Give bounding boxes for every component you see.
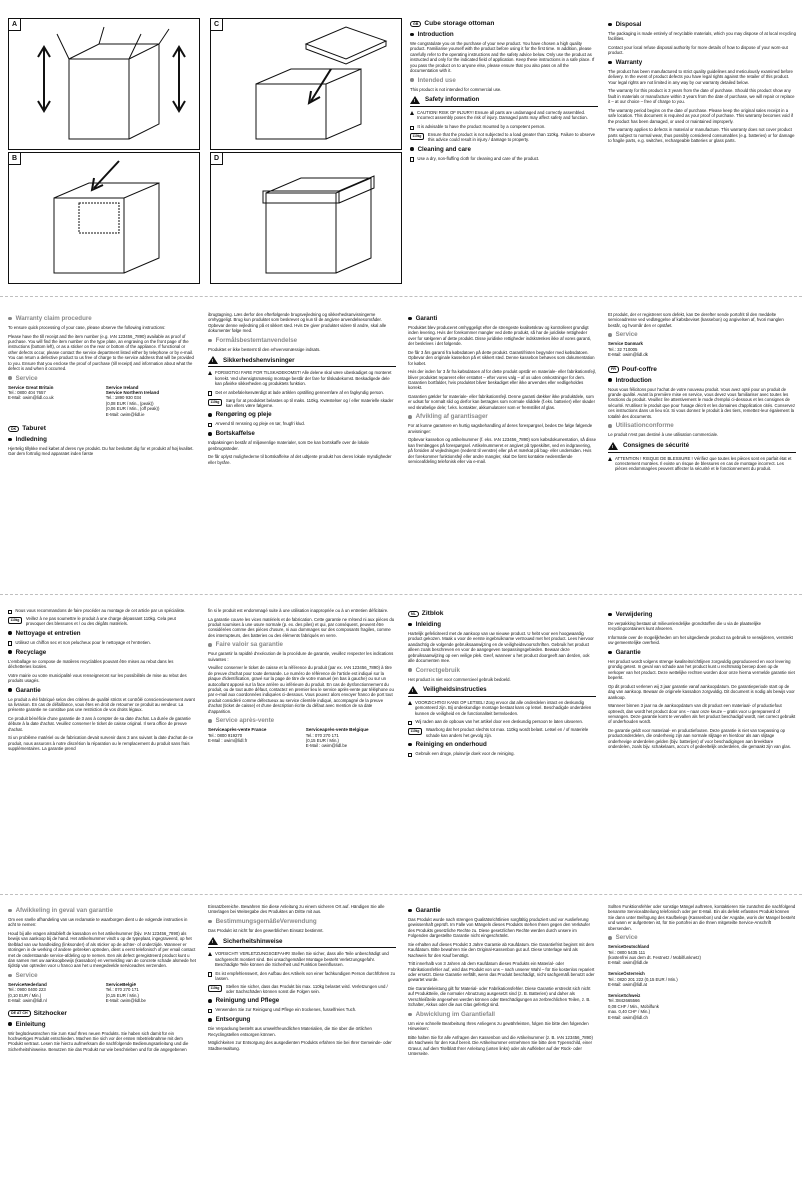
service-name: Serviceaprès-vente France: [208, 727, 267, 733]
product-title: Taburet: [22, 425, 46, 433]
weight-limit-icon: 110kg: [208, 985, 222, 992]
section-heading: Indledning: [8, 436, 196, 443]
weight-limit-icon: 110kg: [8, 617, 22, 624]
checkbox-bullet-icon: [8, 641, 12, 645]
country-flag: NL: [408, 611, 419, 617]
service-name: Serviceaprès-vente Belgique: [305, 727, 369, 733]
nl-warranty-column: [608, 608, 796, 753]
dk-warranty-column: [408, 312, 596, 468]
bullet-dot-icon: [208, 999, 212, 1003]
bullet-dot-icon: [8, 631, 12, 635]
bullet-dot-icon: [408, 909, 412, 913]
warning-triangle-icon: [208, 356, 218, 364]
nl-intro-column: [408, 608, 596, 759]
warning-text: ATTENTION ! RISQUE DE BLESSURE ! Vérifiez que toutes les pièces sont en parfait état et correctement montées. Il existe un risque de blessures en cas de montage incorrect. Les pièces endommagées peuvent affecter la sécurité et le fonctionnement du produit.: [608, 456, 796, 475]
section-heading: Disposal: [608, 21, 796, 28]
paragraph: Houd bij alle vragen alstublieft de kassabon en het artikelnummer (bijv. IAN 123456_7890) als bewijs van aankoop bij de hand. Het artikelnummer vindt u op de typeplaat, ingegraveerd, op het titelblad van uw handleiding (linksonder) of als sticker op de achter- of onderzijde. Wanneer er storingen in de werking of andere gebreken optreden, dient u eerst telefonisch of per email contact met de onderstaande service-afdeling op te nemen. Een als defect geregistreerd product kunt u dan samen met uw aankoopbewijs (kassabon) en vermelding van de concrete schade alsmede het tijdstip van optreden voor u franco aan het u meegedeelde serviceadres verzenden.: [8, 931, 196, 969]
paragraph: Contact your local refuse disposal authority for more details of how to dispose of your worn-out product.: [608, 45, 788, 56]
warning-icon: [408, 701, 412, 705]
bullet-dot-icon: [8, 376, 12, 380]
service-name: ServiceÖsterreich: [608, 971, 645, 977]
country-flag: DE AT CH: [8, 1010, 31, 1016]
list-item: Det er anbefalelsesværdigt at lade artiklen opstilling gennemføre af en fagkyndig person.: [208, 390, 396, 396]
paragraph: Nous vous félicitons pour l'achat de votre nouveau produit. Vous avez opté pour un produit de grande qualité. Avant la première mise en service, vous devez vous familiariser avec toutes les fonctions du produit. Veuillez lire attentivement le mode d'emploi ci-dessous et les consignes de sécurité. N'utilisez le produit que pour l'usage décrit et les domaines d'application cités. Conservez ces instructions dans un lieu sûr. Si vous donnez le produit à des tiers, remettez-leur également la totalité des documents.: [608, 386, 796, 419]
bullet-dot-icon: [208, 643, 212, 647]
bullet-dot-icon: [608, 613, 612, 617]
service-rate: 0,08 CHF / Min., Mobilfunk: [608, 1003, 659, 1009]
paragraph: Einsatzbereiche. Bewahren Sie diese Anleitung zu einem sicheren Ort auf. Händigen Sie alle Unterlagen bei Weitergabe des Produktes an Dritte mit aus.: [208, 904, 385, 915]
safety-heading: ! Sikkerhedshenvisninger: [208, 356, 396, 367]
row-3: [0, 608, 802, 888]
checkbox-bullet-icon: [208, 423, 212, 427]
section-heading: Afvikling af garantisager: [408, 413, 596, 420]
warning-icon: [608, 457, 612, 461]
section-heading: Garantie: [608, 649, 796, 656]
bullet-dot-icon: [408, 1013, 412, 1017]
section-heading: Garantie: [408, 907, 596, 914]
paragraph: Produktet er ikke bestemt til den erhvervsmæssige indsats.: [208, 346, 321, 352]
section-heading: Warranty: [608, 59, 796, 66]
section-heading: Intended use: [410, 77, 598, 84]
paragraph: Wanneer binnen 3 jaar na de aankoopdatum van dit product een materiaal- of productiefout optreedt, dan wordt het product door ons – naar onze keuze – gratis voor u gerepareerd of vervangen. Deze garantie komt te vervallen als het product beschadigd wordt, niet correct gebruikt of onderhouden wordt.: [608, 703, 796, 725]
bullet-dot-icon: [8, 438, 12, 442]
service-phone: Tel.:0842665566: [608, 998, 640, 1004]
list-item: 110kg Sørg for at produktet belastes op til maks. 110kg. Kvæstelser og / eller materielle skader kan ellers være følgerne.: [208, 398, 396, 409]
product-title: Zitblok: [421, 610, 444, 617]
bullet-dot-icon: [608, 23, 612, 27]
bullet-dot-icon: [208, 432, 212, 436]
paragraph: fin si le produit est endommagé suite à une utilisation inappropriée ou à un entretien déficitaire.: [208, 608, 389, 613]
list-item: It is advisable to have the product mounted by a competent person.: [410, 124, 598, 130]
paragraph: We congratulate you on the purchase of your new product. You have chosen a high quality product. Familiarise yourself with the product before using it for the first time. In addition, please carefully refer to the operating instructions and the safety advice below. Only use the product as instructed and only for the indicated field of application. Keep these instructions in a safe place. If you pass the product on to anyone else, please ensure that you also pass on all the documentation with it.: [410, 41, 595, 74]
section-heading: Afwikkeling in geval van garantie: [8, 907, 196, 914]
paragraph: ibrugtagning. Læs derfor den efterfølgende brugsvejledning og sikkerhedsanvisningerne omhyggeligt. Brug kun produktet som beskrevet og kun til de angivne anvendelsesområder. Opbevar denne vejledning på et sikkert sted. Hvis De giver produktet videre til andre, skal alle dokumenter følge med.: [208, 312, 387, 334]
paragraph: De verpakking bestaat uit milieuvriendelijke grondstoffen die u via de plaatselijke recyclingcontainers kunt afvoeren.: [608, 621, 762, 632]
en-warranty-column: [608, 18, 796, 147]
service-name: Service Great Britain: [8, 384, 54, 390]
paragraph: Veuillez conserver le ticket de caisse et la référence du produit (par ex. IAN 123456_7890) à titre de preuve d'achat pour toute demande. Le numéro de référence de l'article est indiqué sur la plaque d'identification, gravé sur la page de titre de votre manuel (en bas à gauche) ou sur un autocollant apposé sur la face arrière ou inférieure du produit. En cas de dysfonctionnement du produit, ou de tout autre défaut, contactez en premier lieu le service après-vente par téléphone ou par e-mail aux coordonnées indiquées ci-dessous. Vous pouvez alors envoyer franco de port tout produit considéré comme défectueux au service clientèle indiqué, accompagné de la preuve d'achat (ticket de caisse) et d'une description écrite du défaut avec mention de sa date d'apparition.: [208, 665, 394, 714]
checkbox-bullet-icon: [8, 610, 12, 614]
bullet-dot-icon: [208, 920, 212, 924]
service-name: ServiceBelgië: [105, 982, 136, 988]
paragraph: Sie erhalten auf dieses Produkt 3 Jahre Garantie ab Kaufdatum. Die Garantiefrist beginnt mit dem Kaufdatum. Bitte bewahren Sie den Original-Kassenbon gut auf. Diese Unterlage wird als Nachweis für den Kauf benötigt.: [408, 941, 595, 958]
paragraph: Möglichkeiten zur Entsorgung des ausgedienten Produkts erfahren Sie bei Ihrer Gemeinde- oder Stadtverwaltung.: [208, 1040, 392, 1051]
service-email: E-Mail : owim@lidl.fr: [208, 738, 248, 744]
service-name: Service Northern Ireland: [105, 390, 160, 396]
figure-a: [8, 18, 200, 150]
figure-label: D: [211, 153, 223, 165]
service-rate: (kostenfrei aus dem dt. Festnetz / Mobilfunknetz): [608, 955, 701, 961]
service-email: E-Mail: owim@lidl.at: [608, 982, 647, 988]
section-heading: Garanti: [408, 315, 596, 322]
paragraph: Die Garantieleistung gilt für Material- oder Fabrikationsfehler. Diese Garantie erstreckt sich nicht auf Produktteile, die normaler Abnutzung ausgesetzt sind (z. B. Batterien) und daher als Verschleißteile angesehen werden können oder Beschädigungen an zerbrechlichen Teilen, z. B. Schalter, Akkus oder die aus Glas gefertigt sind.: [408, 986, 591, 1008]
checkbox-bullet-icon: [408, 721, 412, 725]
service-contacts: [8, 982, 196, 1004]
safety-heading: ! Safety information: [410, 96, 598, 107]
service-contacts: [208, 727, 396, 749]
service-rate: max. 0,40 CHF / Min.): [608, 1009, 651, 1015]
service-email: E-Mail : owim@lidl.be: [305, 743, 348, 749]
paragraph: Votre mairie ou votre municipalité vous renseigneront sur les possibilités de mise au rebut des produits usagés.: [8, 672, 187, 683]
list-item: 110kg Ensure that the product is not subjected to a load greater than 110kg. Failure to observe this advice could result in injury / damage to property.: [410, 132, 598, 143]
section-heading: Introduction: [410, 31, 598, 38]
service-name: Service Ireland: [105, 384, 139, 390]
bullet-dot-icon: [608, 936, 612, 940]
section-heading: Formålsbestemtanvendelse: [208, 337, 396, 344]
service-email: E-Mail: owim@lidl.ie: [105, 411, 145, 417]
service-email: E-Mail: owim@lidl.co.uk: [8, 395, 54, 401]
paragraph: Si un problème matériel ou de fabrication devait survenir dans 3 ans suivant la date d'achat de ce produit, nous assurons à notre discrétion la réparation ou le remplacement du produit sans frais supplémentaires. La garantie prend: [8, 735, 194, 752]
service-phone: Tel.: 1890 930 034: [105, 395, 142, 401]
figure-d-drawing: [211, 153, 401, 283]
list-item: Use a dry, non-fluffing cloth for cleaning and care of the product.: [410, 156, 598, 162]
checkbox-bullet-icon: [410, 157, 414, 161]
warning-icon: [410, 111, 414, 115]
service-email: E-Mail: owim@lidl.ch: [608, 1014, 648, 1020]
bullet-dot-icon: [8, 317, 12, 321]
service-phone: Tel.: 32 710005: [608, 346, 638, 352]
service-phone: Tel.: 070 270 171: [105, 987, 139, 993]
paragraph: Ce produit bénéficie d'une garantie de 3 ans à compter de sa date d'achat. La durée de garantie débute à la date d'achat. Veuillez conserver le ticket de caisse original. Il sera office de preuve d'achat.: [8, 716, 191, 732]
warning-triangle-icon: [608, 442, 618, 450]
paragraph: For at kunne garantere en hurtig sagsbehandling af deres forespørgsel, bedes De følge følgende anvisninger:: [408, 423, 593, 434]
cut-line: [0, 594, 802, 595]
section-heading: Abwicklung im Garantiefall: [408, 1011, 596, 1018]
weight-limit-icon: 110kg: [408, 728, 422, 735]
row-2: [0, 312, 802, 587]
section-heading: Correctgebruik: [408, 667, 596, 674]
bullet-dot-icon: [208, 339, 212, 343]
bullet-dot-icon: [608, 333, 612, 337]
service-rate: (0,10 EUR / Min.): [8, 992, 42, 998]
de-service-column: [608, 904, 796, 1020]
paragraph: Um eine schnelle Bearbeitung Ihres Anliegens zu gewährleisten, folgen Sie bitte den folgenden Hinweisen:: [408, 1020, 589, 1032]
figure-c: [210, 18, 402, 150]
bullet-dot-icon: [408, 623, 412, 627]
paragraph: Om een snelle afhandeling van uw reclamatie te waarborgen dient u de volgende instructies in acht te nemen:: [8, 917, 188, 928]
service-email: E-Mail: owim@lidl.dk: [608, 352, 648, 358]
warning-icon: [208, 371, 212, 375]
safety-heading: ! Consignes de sécurité: [608, 442, 796, 453]
service-phone: Tel.: 0800 919270: [208, 732, 243, 738]
figure-b: [8, 152, 200, 284]
paragraph: Produktet blev produceret omhyggeligt efter de strengeste kvalitetskrav og kontrolleret grundigt inden levering. Hvis der forekommer mangler ved dette produkt, så har de juridiske rettigheder over for sælgeren af dette produkt. Disse juridiske rettigheder indskrænkes ikke af vores garanti, der beskrives i det følgende.: [408, 325, 591, 347]
paragraph: De garantie geldt voor materiaal- en productiefouten. Deze garantie is niet van toepassing op productonderdelen, die onderhevig zijn aan normale slijtage en hierdoor als aan slijtage onderhevige onderdelen gelden (bijv. batterijen) of voor beschadigingen aan breekbare onderdelen, zoals bijv. schakelaars, accu's of gedeeltelijk onderdelen, die gemaakt zijn van glas.: [608, 728, 791, 750]
service-name: Service Danmark: [608, 341, 643, 347]
bullet-dot-icon: [608, 378, 612, 382]
section-heading: Service: [608, 934, 796, 941]
warning-text: VORSICHT! VERLETZUNGSGEFAHR! Stellen Sie sicher, dass alle Teile unbeschädigt und sachgerecht montiert sind. Bei unsachgemäßer Montage besteht Verletzungsgefahr. Beschädigte Teile können die Sicherheit und Funktion beeinflussen.: [208, 951, 396, 970]
service-phone: Tel.: 0820 201 222 (0,15 EUR / Min.): [608, 976, 678, 982]
bullet-dot-icon: [208, 1018, 212, 1022]
paragraph: The warranty for this product is 3 years from the date of purchase. Should this product show any fault in materials or manufacture within 3 years from the date of purchase, we will repair or replace it – at our choice – free of charge to you.: [608, 88, 795, 105]
figure-d: [210, 152, 402, 284]
weight-limit-icon: 110kg: [208, 399, 222, 406]
service-rate: (0,08 EUR / Min., (peak)): [105, 400, 154, 406]
de-safety-column: [208, 904, 396, 1054]
section-heading: Nettoyage et entretien: [8, 630, 196, 637]
list-item: Utilisez un chiffon sec et non pelucheux pour le nettoyage et l'entretien.: [8, 640, 196, 646]
warning-triangle-icon: [208, 937, 218, 945]
paragraph: Op dit product verlenen wij 3 jaar garantie vanaf aankoopdatum. De garantieperiode start op de dag van aankoop. Bewaar de originele kassabon zorgvuldig. Dit document is nodig als bewijs voor aankoop.: [608, 683, 795, 700]
paragraph: This product is not intended for commercial use.: [410, 86, 502, 92]
country-flag: DK: [8, 426, 19, 432]
paragraph: The warranty period begins on the date of purchase. Please keep the original sales receipt in a safe location. This document is required as your proof of purchase. This warranty becomes void if the product has been damaged, or used or maintained improperly.: [608, 107, 793, 124]
service-rate: (0,15 EUR / Min.): [305, 738, 339, 744]
bullet-dot-icon: [8, 650, 12, 654]
country-flag: FR: [608, 366, 619, 372]
list-item: Gebruik een droge, pluisvrije doek voor de reiniging.: [408, 751, 596, 757]
safety-heading: ! Sicherheitshinweise: [208, 937, 396, 948]
warning-text: FORSIGTIG! FARE FOR TILSKADEKOMST! Alle delene skal være ubeskadiget og monteret korrekt. Ved uhensigtsmæssig montage består der fare for tilskadekomst. Beskadigede dele kan påvirke sikkerheden og produktets funktion.: [208, 370, 396, 389]
section-heading: Recyclage: [8, 649, 196, 656]
section-heading: Rengøring og pleje: [208, 411, 396, 418]
section-heading: Introduction: [608, 377, 796, 384]
bullet-dot-icon: [8, 974, 12, 978]
figure-label: A: [9, 19, 21, 31]
section-heading: Faire valoir sa garantie: [208, 641, 396, 648]
list-item: 110kg Veillez à ne pas soumettre le produit à une charge dépassant 110kg. Cela peut provoquer des blessures et / ou des dégâts matériels.: [8, 616, 196, 627]
checkbox-bullet-icon: [410, 126, 414, 130]
service-rate: (0,15 EUR / Min.): [105, 992, 139, 998]
row-4: [0, 904, 802, 1174]
section-heading: Service: [8, 972, 196, 979]
product-title: Pouf-coffre: [621, 365, 657, 373]
paragraph: Hjertelig tillykke med købet af deres nye produkt. Du har besluttet dig for et produkt af høj kvalitet. Gør dem fortrolig med apparatet inden første: [8, 446, 194, 457]
section-heading: BestimmungsgemäßeVerwendung: [208, 918, 396, 925]
bullet-dot-icon: [208, 719, 212, 723]
fr-intro-column: [608, 312, 796, 475]
fr-care-column: [8, 608, 196, 755]
paragraph: Informatie over de mogelijkheden om het uitgediende product na gebruik te verwijderen, verstrekt uw gemeentelijke overheid.: [608, 635, 793, 646]
paragraph: Le produit a été fabriqué selon des critères de qualité stricts et contrôlé consciencieusement avant sa livraison. En cas de défaillance, vous êtes en droit de retourner ce produit au vendeur. La présente garantie ne constitue pas une restriction de vos droits légaux.: [8, 696, 195, 713]
checkbox-bullet-icon: [208, 1009, 212, 1013]
figure-b-drawing: [9, 153, 199, 283]
warning-triangle-icon: [408, 686, 418, 694]
section-heading: Entsorgung: [208, 1016, 396, 1023]
paragraph: Bitte halten Sie für alle Anfragen den Kassenbon und die Artikelnummer (z. B. IAN 123456_7890) als Nachweis für den Kauf bereit. Die Artikelnummer entnehmen Sie bitte dem Typenschild, einer Gravur, auf dem Titelblatt Ihrer Anleitung (unten links) oder als Aufkleber auf der Rück- oder Unterseite.: [408, 1034, 593, 1057]
paragraph: Pour garantir la rapidité d'exécution de la procédure de garantie, veuillez respecter les indications suivantes :: [208, 651, 394, 662]
service-name: ServiceSchweiz: [608, 992, 641, 998]
bullet-dot-icon: [208, 413, 212, 417]
bullet-dot-icon: [410, 33, 414, 37]
paragraph: Et produkt, der er registreret som defekt, kan De derefter sende portofrit til den meddelte serviceadresse ved vedlæggelse af købsbeviset (kassebon) og angivelsen af, hvori manglen består, og hvornår den er opstået.: [608, 312, 784, 328]
checkbox-bullet-icon: [208, 391, 212, 395]
section-heading: Service: [608, 331, 796, 338]
section-heading: Einleitung: [8, 1021, 196, 1028]
bullet-dot-icon: [608, 424, 612, 428]
paragraph: Het product is niet voor commercieel gebruik bedoeld.: [408, 676, 511, 682]
paragraph: De får 3 års garanti fra købsdatoen på dette produkt. Garantifristen begynder med købsdatoen. Opbevar den originale kassebon på et sikkert sted. Denne kassebon behøves som dokumentation for købet.: [408, 349, 595, 366]
paragraph: Le produit n'est pas destiné à une utilisation commerciale.: [608, 432, 719, 438]
section-heading: Reiniging en onderhoud: [408, 741, 596, 748]
country-flag: GB: [410, 21, 421, 27]
bullet-dot-icon: [608, 651, 612, 655]
service-email: E-Mail: owim@lidl.de: [608, 960, 649, 966]
bullet-dot-icon: [8, 909, 12, 913]
de-warranty-column: [408, 904, 596, 1060]
paragraph: La garantie couvre les vices matériels et de fabrication. Cette garantie ne s'étend ni aux pièces du produit soumises à une usure normale (p. ex. des piles) et qui, par conséquent, peuvent être considérées comme des pièces d'usure, ni aux dommages sur des composants fragiles, comme des interrupteurs, des batteries ou des éléments fabriqués en verre.: [208, 616, 395, 638]
paragraph: L'emballage se compose de matières recyclables pouvant être mises au rebut dans les déchetteries locales.: [8, 658, 174, 669]
weight-limit-icon: 110kg: [410, 133, 424, 140]
section-heading: Utilisationconforme: [608, 422, 796, 429]
paragraph: Garantien gælder for materiale- eller fabrikationsfejl. Denne garanti dækker ikke produktdele, som er udsat for normalt slid og derfor kan betragtes som normale sliddele (f.eks. batterier) eller skader ved skrøbelige dele; f.eks. kontakter, akkumulatorer som er fremstillet af glas.: [408, 394, 595, 410]
figure-label: B: [9, 153, 21, 165]
cut-line: [0, 296, 802, 297]
checkbox-bullet-icon: [208, 972, 212, 976]
paragraph: The warranty applies to defects in material or manufacture. This warranty does not cover product parts subject to normal wear, thus possibly considered consumables (e.g. batteries) or for damage to fragile parts, e.g. switches, rechargeable batteries or glass parts.: [608, 127, 795, 144]
cut-line: [0, 894, 802, 895]
figure-c-drawing: [211, 19, 401, 149]
service-email: E-Mail: owim@lidl.nl: [8, 998, 47, 1004]
bullet-dot-icon: [608, 61, 612, 65]
safety-heading: ! Veiligheidsinstructies: [408, 686, 596, 697]
bullet-dot-icon: [408, 743, 412, 747]
bullet-dot-icon: [8, 1022, 12, 1026]
list-item: Anvend til rensning og pleje en tør, fnugfri klud.: [208, 421, 396, 427]
section-heading: Service après-vente: [208, 717, 396, 724]
list-item: 110kg Stellen Sie sicher, dass das Produkt bis max. 110kg belastet wird. Verletzungen und / oder Sachschäden können sonst die Folgen sein.: [208, 984, 396, 995]
bullet-dot-icon: [408, 668, 412, 672]
service-email: E-Mail: owim@lidl.be: [105, 998, 146, 1004]
paragraph: Please have the till receipt and the item number (e.g. IAN 123456_7890) available as proof of purchase. You will find the item number on the type plate, an engraving on the front page of the instructions (bottom left), or as a sticker on the rear or bottom of the appliance. If functional or other defects occur, please contact the service department listed either by telephone or by e-mail. You can return a defective product to us free of charge to the service address that will be provided to you. Ensure that you enclose the proof of purchase (till receipt) and information about what the defect is and when it occurred.: [8, 333, 194, 372]
en-intro-column: [410, 18, 598, 164]
service-name: ServiceDeutschland: [608, 944, 650, 950]
list-item: Nous vous recommandons de faire procéder au montage de cet article par un spécialiste.: [8, 608, 196, 614]
warning-triangle-icon: [410, 96, 420, 104]
paragraph: Die Verpackung besteht aus umweltfreundlichen Materialien, die Sie über die örtlichen Recyclingstellen entsorgen können.: [208, 1026, 372, 1037]
checkbox-bullet-icon: [408, 753, 412, 757]
paragraph: Tritt innerhalb von 3 Jahren ab dem Kaufdatum dieses Produkts ein Material- oder Fabrikationsfehler auf, wird das Produkt von uns – nach unserer Wahl – für Sie kostenlos repariert oder ersetzt. Diese Garantie verfällt, wenn das Produkt beschädigt, nicht sachgemäß benutzt oder gewartet wurde.: [408, 961, 595, 983]
section-heading: Verwijdering: [608, 611, 796, 618]
section-heading: Cleaning and care: [410, 146, 598, 153]
list-item: 110kg Waarborg dat het product slechts tot max. 110kg wordt belast. Letsel en / of materiële schade kan anders het gevolg zijn.: [408, 727, 596, 738]
service-phone: Tel.: 0900 0400 223: [8, 987, 46, 993]
paragraph: Hartelijk gefeliciteerd met de aankoop van uw nieuwe product. U hebt voor een hoogwaardig product gekozen. Maak u voor de eerste ingebruikname vertrouwd met het product. Lees hiervoor aandachtig de volgende gebruiksaanwijzing en de veiligheidsvoorschriften. Gebruik het product alleen zoals beschreven en voor de aangegeven toepassingsgebieden. Bewaar deze gebruiksaanwijzing op een veilige plek. Geef, wanneer u het product doorgeeft aan derden, ook alle documenten mee.: [408, 631, 594, 664]
paragraph: Het product wordt volgens strenge kwaliteitsrichtlijnen zorgvuldig geproduceerd en voor levering grondig getest. In geval van schade aan het product kunt u rechtmatig beroep doen op de verkoper van het product. Deze wettelijke rechten worden door onze hierna vermelde garantie niet beperkt.: [608, 659, 795, 681]
bullet-dot-icon: [408, 415, 412, 419]
warning-text: VOORZICHTIG! KANS OP LETSEL! Zorg ervoor dat alle onderdelen intact en deskundig gemonteerd zijn. Bij ondeskundige montage bestaat kans op letsel. Beschadigde onderdelen kunnen de veiligheid en de functionaliteit beïnvloeden.: [408, 700, 596, 719]
figure-label: C: [211, 19, 223, 31]
bullet-dot-icon: [8, 688, 12, 692]
section-heading: Reinigung und Pflege: [208, 997, 396, 1004]
service-phone: Tel.: 070 270 171: [305, 732, 339, 738]
nl-claim-column: [8, 904, 196, 1055]
paragraph: Hvis der inden for 3 år fra købsdatoen af for dette produkt opstår en materiale- eller fabrikationsfejl, bliver produktet repareret eller erstattet – efter vores valg – af os uden omkostninger for dem. Garantien bortfalder, hvis produktet bliver beskadiget eller ikke anvendes eller vedligeholdes korrekt.: [408, 369, 596, 391]
warning-text: CAUTION! RISK OF INJURY! Ensure all parts are undamaged and correctly assembled. Incorrect assembly poses the risk of injury. Damaged parts may affect safety and function.: [410, 110, 598, 124]
list-item: Wij raden aan de opbouw van het artikel door een deskundig persoon te laten uitvoeren.: [408, 719, 596, 725]
row-1: [0, 0, 802, 288]
en-claim-column: [8, 312, 196, 460]
list-item: Es ist empfehlenswert, den Aufbau des Artikels von einer fachkundigen Person durchführen zu lassen.: [208, 971, 396, 982]
paragraph: Das Produkt wurde nach strengen Qualitätsrichtlinien sorgfältig produziert und vor Auslieferung gewissenhaft geprüft. Im Falle von Mängeln dieses Produkts stehen Ihnen gegen den Verkäufer des Produkts gesetzliche Rechte zu. Diese gesetzlichen Rechte werden durch unsere im Folgenden dargestellte Garantie nicht eingeschränkt.: [408, 917, 591, 939]
paragraph: Wir beglückwünschen Sie zum Kauf Ihres neuen Produkts. Sie haben sich damit für ein hochwertiges Produkt entschieden. Machen Sie sich vor der ersten Inbetriebnahme mit dem Produkt vertraut. Lesen Sie hierzu aufmerksam die nachfolgende Bedienungsanleitung und die Sicherheitshinweise. Benutzen Sie das Produkt nur wie beschrieben und für die angegebenen: [8, 1030, 189, 1052]
dk-safety-column: [208, 312, 396, 468]
service-contacts: [8, 385, 196, 417]
section-heading: Inleiding: [408, 621, 596, 628]
service-name: ServiceNederland: [8, 982, 47, 988]
section-heading: Service: [8, 375, 196, 382]
bullet-dot-icon: [410, 147, 414, 151]
section-heading: Warranty claim procedure: [8, 315, 196, 322]
service-phone: Tel.: 0800 5435 111: [608, 949, 646, 955]
figure-a-drawing: [9, 19, 199, 149]
paragraph: De får oplyst mulighederne til bortskaffelse af det udtjente produkt hos deres lokale myndigheder eller byråre.: [208, 454, 392, 465]
bullet-dot-icon: [410, 78, 414, 82]
section-heading: Garantie: [8, 687, 196, 694]
paragraph: Opbevar kassebon og artikelnummer (f. eks. IAN 123456_7890) som købsdokumentation, så disse kan fremlægges på forespørgsel. Artikelnummeret er angivet på typeskiltet, ved en indgravering, på forsiden af vejledningen (nederst til venstre) eller på et mærkat på bag- eller undersiden. Hvis der forekommer funktionsfejl eller andre mangler, skal De først kontakte nedenstående serviceafdeling telefonisk eller via e-mail.: [408, 437, 596, 465]
paragraph: Indpakningen består af miljøvenlige materialer, som De kan bortskaffe over de lokale genbrugssteder.: [208, 440, 369, 451]
product-title: Sitzhocker: [33, 1009, 67, 1017]
section-heading: Bortskaffelse: [208, 430, 396, 437]
service-phone: Tel.: 0800 404 7657: [8, 390, 46, 396]
paragraph: The product has been manufactured to strict quality guidelines and meticulously examined before delivery. In the event of product defects you have legal rights against the retailer of this product. Your legal rights are not limited in any way by our warranty detailed below.: [608, 69, 793, 85]
product-title: Cube storage ottoman: [424, 20, 495, 27]
paragraph: Sollten Funktionsfehler oder sonstige Mängel auftreten, kontaktieren Sie zunächst die nachfolgend benannte Serviceabteilung telefonisch oder per E-Mail. Ein als defekt erfasstes Produkt können Sie dann unter Beifügung des Kaufbelegs (Kassenbon) und der Angabe, worin der Mangel besteht und wann er aufgetreten ist, für Sie portofrei an die Ihnen mitgeteilte Service-Anschrift übersenden.: [608, 904, 796, 931]
warning-icon: [208, 952, 212, 956]
paragraph: The packaging is made entirely of recyclable materials, which you may dispose of at local recycling facilities.: [608, 31, 796, 42]
list-item: Verwenden Sie zur Reinigung und Pflege ein trockenes, fusselfreies Tuch.: [208, 1007, 396, 1013]
bullet-dot-icon: [408, 317, 412, 321]
fr-claim-column: [208, 608, 396, 749]
service-rate: (0,06 EUR / Min., (off peak)): [105, 406, 160, 412]
paragraph: Das Produkt ist nicht für den gewerblichen Einsatz bestimmt.: [208, 928, 324, 933]
paragraph: To ensure quick processing of your case, please observe the following instructions:: [8, 325, 166, 330]
